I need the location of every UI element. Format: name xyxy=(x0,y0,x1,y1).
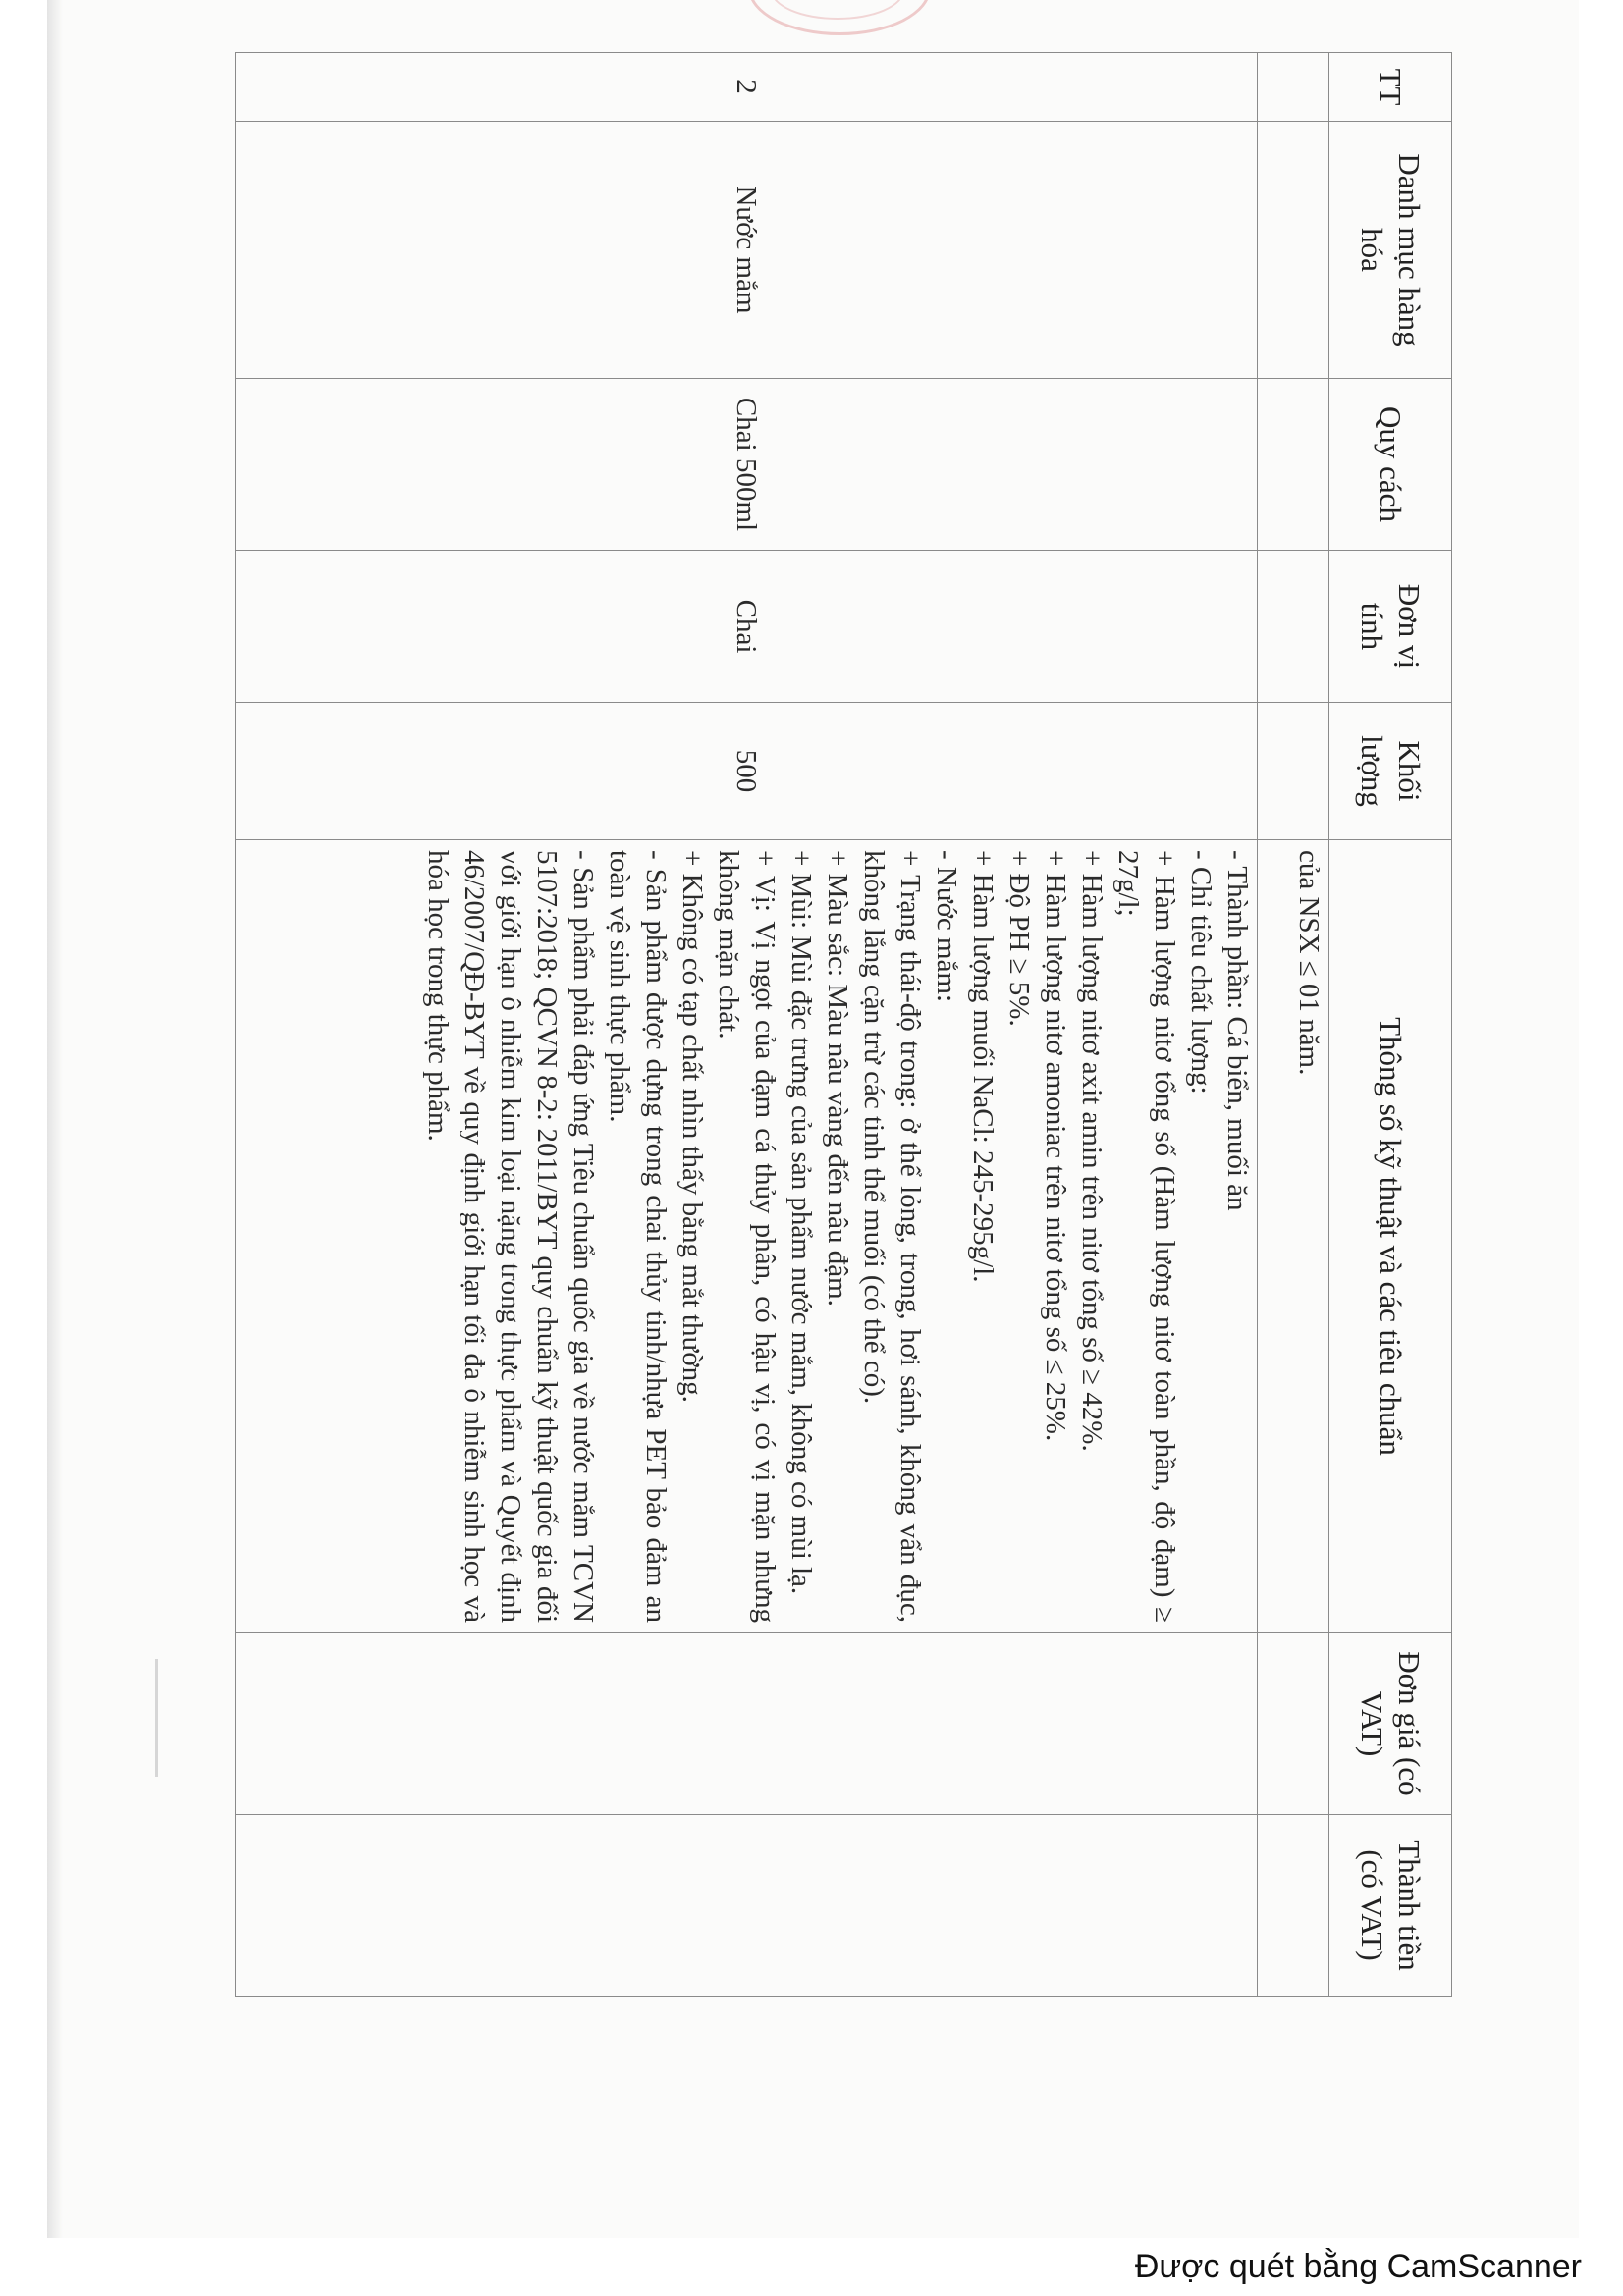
table-header-row xyxy=(1328,53,1451,1997)
header-total: Thành tiền (có VAT) xyxy=(1328,1815,1451,1997)
scan-edge-shadow xyxy=(47,0,63,2238)
header-tt: TT xyxy=(1328,53,1451,122)
spec-line: - Sản phẩm phải đáp ứng Tiêu chuẩn quốc gia về nước mắm TCVN 5107:2018; QCVN 8-2: 2011/BYT quy chuẩn kỹ thuật quốc gia đối với giới hạn ô nhiễm kim loại nặng trong thực phẩm và Quyết định 46/2007/QĐ-BYT về quy định giới hạn tối đa ô nhiễm sinh học và hóa học trong thực phẩm. xyxy=(421,850,599,1623)
spec-line: + Hàm lượng nitơ axit amin trên nitơ tổng số ≥ 42%. xyxy=(1075,850,1108,1452)
cont-cell-spec: của NSX ≤ 01 năm. xyxy=(1257,840,1328,1633)
goods-spec-table xyxy=(235,52,1452,1997)
header-item: Danh mục hàng hóa xyxy=(1328,122,1451,379)
row-item: Nước mắm xyxy=(236,122,1258,379)
spec-line: + Màu sắc: Màu nâu vàng đến nâu đậm. xyxy=(821,850,853,1307)
cont-cell-pack xyxy=(1257,379,1328,551)
row-total xyxy=(236,1815,1258,1997)
spec-line: + Mùi: Mùi đặc trưng của sản phẩm nước mắm, không có mùi lạ. xyxy=(784,850,817,1595)
rotated-document-page xyxy=(235,52,1452,1996)
cont-cell-qty xyxy=(1257,703,1328,840)
cont-cell-unit xyxy=(1257,551,1328,703)
header-spec: Thông số kỹ thuật và các tiêu chuẩn xyxy=(1328,840,1451,1633)
spec-line: - Sản phẩm được dựng trong chai thủy tinh/nhựa PET bảo đảm an toàn vệ sinh thực phẩm. xyxy=(603,850,672,1623)
header-pack: Quy cách xyxy=(1328,379,1451,551)
spec-line: + Vị: Vị ngọt của đạm cá thủy phân, có hậu vị, có vị mặn nhưng không mặn chát. xyxy=(712,850,781,1623)
row-pack: Chai 500ml xyxy=(236,379,1258,551)
header-qty: Khối lượng xyxy=(1328,703,1451,840)
row-qty: 500 xyxy=(236,703,1258,840)
header-unit: Đơn vị tính xyxy=(1328,551,1451,703)
row-price xyxy=(236,1633,1258,1815)
row-spec xyxy=(236,840,1258,1633)
spec-line: + Hàm lượng nitơ amoniac trên nitơ tổng số ≤ 25%. xyxy=(1039,850,1071,1442)
cont-cell-total xyxy=(1257,1815,1328,1997)
spec-line: + Không có tạp chất nhìn thấy bằng mắt thường. xyxy=(676,850,708,1403)
spec-line: - Thành phần: Cá biển, muối ăn xyxy=(1220,850,1253,1211)
spec-line: + Độ PH ≥ 5%. xyxy=(1002,850,1035,1027)
cont-cell-price xyxy=(1257,1633,1328,1815)
header-price: Đơn giá (có VAT) xyxy=(1328,1633,1451,1815)
cont-cell-item xyxy=(1257,122,1328,379)
table-row-continuation xyxy=(1257,53,1328,1997)
spec-line: + Hàm lượng muối NaCl: 245-295g/l. xyxy=(966,850,999,1283)
spec-line: + Trạng thái-độ trong: ở thể lỏng, trong, hơi sánh, không vẩn đục, không lắng cặn trừ các tinh thể muối (có thể có). xyxy=(857,850,926,1623)
row-unit: Chai xyxy=(236,551,1258,703)
camscanner-footer: Được quét bằng CamScanner xyxy=(1134,2248,1582,2285)
row-tt: 2 xyxy=(236,53,1258,122)
spec-line: - Chỉ tiêu chất lượng: xyxy=(1184,850,1217,1095)
cont-cell-tt xyxy=(1257,53,1328,122)
spec-line: + Hàm lượng nitơ tổng số (Hàm lượng nitơ toàn phần, độ đạm) ≥ 27g/l; xyxy=(1111,850,1180,1623)
spec-line: - Nước mắm: xyxy=(930,850,962,1003)
table-row xyxy=(236,53,1258,1997)
scan-edge-mark xyxy=(155,1659,158,1777)
